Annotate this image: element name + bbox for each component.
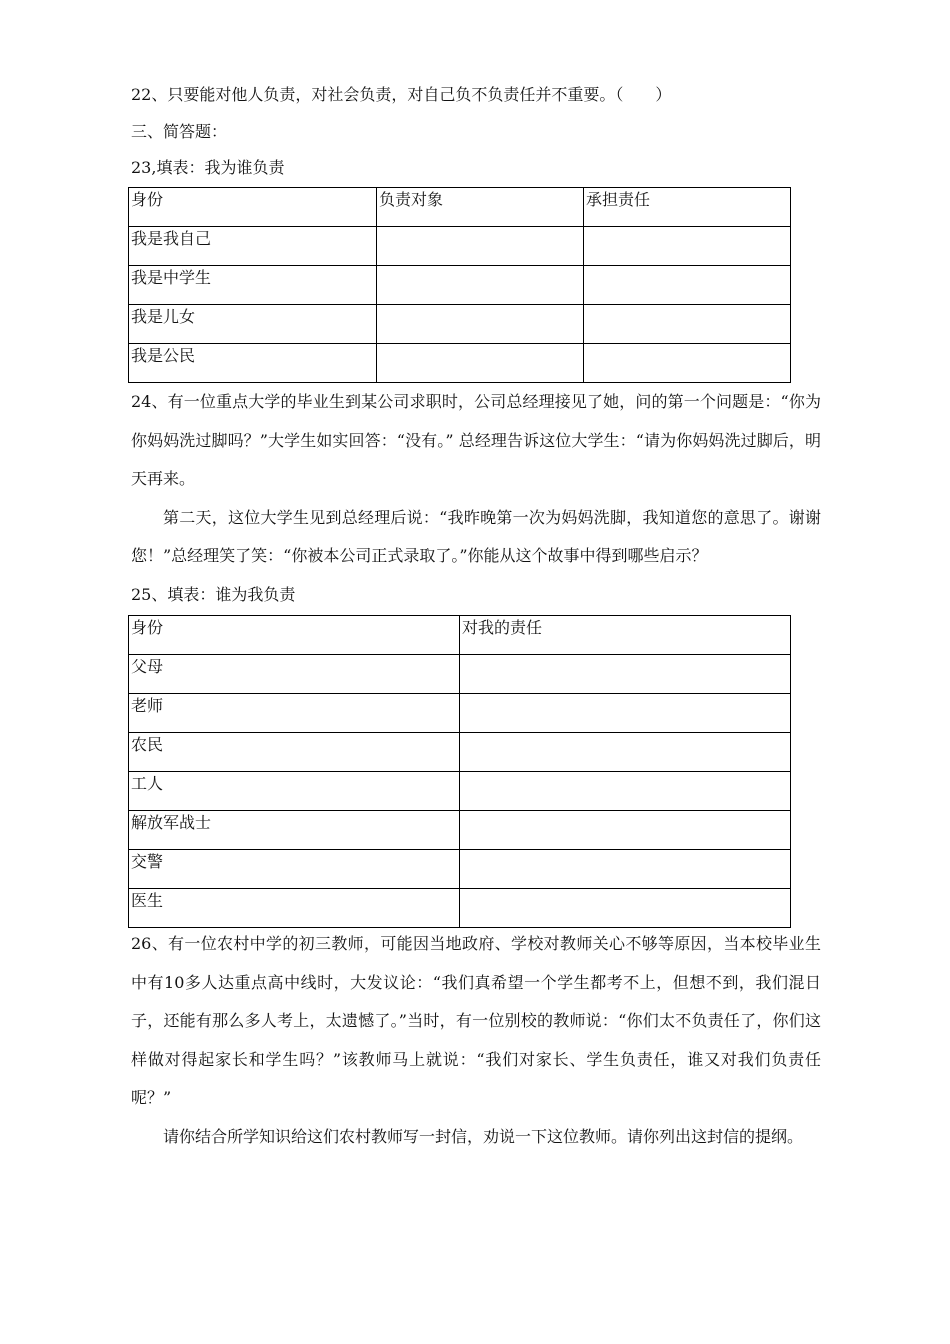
table-header-cell: 对我的责任 bbox=[460, 616, 791, 655]
table-cell: 工人 bbox=[129, 772, 460, 811]
section-heading: 三、简答题： bbox=[131, 122, 228, 141]
table-cell-blank bbox=[460, 733, 791, 772]
table-cell-blank bbox=[460, 655, 791, 694]
table-cell-blank bbox=[460, 811, 791, 850]
table-header-cell: 身份 bbox=[129, 616, 460, 655]
table-header-row bbox=[129, 616, 791, 655]
table-row bbox=[129, 889, 791, 928]
table-cell-blank bbox=[584, 344, 791, 383]
table-header-cell: 身份 bbox=[129, 188, 377, 227]
table-cell-blank bbox=[584, 305, 791, 344]
table-cell: 我是公民 bbox=[129, 344, 377, 383]
table-cell-blank bbox=[584, 266, 791, 305]
table-row bbox=[129, 227, 791, 266]
table-cell: 我是中学生 bbox=[129, 266, 377, 305]
question-25-title: 25、填表：谁为我负责 bbox=[131, 585, 296, 604]
question-23-title: 23,填表：我为谁负责 bbox=[131, 158, 285, 177]
table-row bbox=[129, 266, 791, 305]
question-26-paragraph: 26、有一位农村中学的初三教师，可能因当地政府、学校对教师关心不够等原因，当本校毕业生中有10多人达重点高中线时，大发议论：“我们真希望一个学生都考不上，但想不到，我们混日子，还能有那么多人考上，太遗憾了。”当时，有一位别校的教师说：“你们太不负责任了，你们这样做对得起家长和学生吗？”该教师马上就说：“我们对家长、学生负责任，谁又对我们负责任呢？” bbox=[131, 934, 821, 1107]
table-cell-blank bbox=[377, 305, 584, 344]
table-cell: 父母 bbox=[129, 655, 460, 694]
table-header-cell: 承担责任 bbox=[584, 188, 791, 227]
table-cell: 老师 bbox=[129, 694, 460, 733]
question-24 bbox=[131, 383, 821, 576]
question-26-paragraph: 请你结合所学知识给这们农村教师写一封信，劝说一下这位教师。请你列出这封信的提纲。 bbox=[163, 1126, 804, 1146]
table-cell-blank bbox=[377, 227, 584, 266]
question-24-paragraph: 第二天，这位大学生见到总经理后说：“我昨晚第一次为妈妈洗脚，我知道您的意思了。谢谢您！”总经理笑了笑：“你被本公司正式录取了。”你能从这个故事中得到哪些启示？ bbox=[131, 507, 821, 565]
table-cell: 医生 bbox=[129, 889, 460, 928]
table-cell-blank bbox=[584, 227, 791, 266]
table-cell-blank bbox=[377, 266, 584, 305]
table-cell-blank bbox=[377, 344, 584, 383]
table-row bbox=[129, 733, 791, 772]
table-row bbox=[129, 344, 791, 383]
table-cell-blank bbox=[460, 694, 791, 733]
question-26 bbox=[131, 925, 821, 1156]
table-cell-blank bbox=[460, 889, 791, 928]
question-22: 22、只要能对他人负责，对社会负责，对自己负不负责任并不重要。（ ） bbox=[131, 85, 672, 104]
table-cell: 我是儿女 bbox=[129, 305, 377, 344]
table-header-row bbox=[129, 188, 791, 227]
table-cell: 农民 bbox=[129, 733, 460, 772]
table-cell: 解放军战士 bbox=[129, 811, 460, 850]
table-row bbox=[129, 811, 791, 850]
table-row bbox=[129, 694, 791, 733]
table-cell: 交警 bbox=[129, 850, 460, 889]
table-cell-blank bbox=[460, 850, 791, 889]
table-row bbox=[129, 305, 791, 344]
table-header-cell: 负责对象 bbox=[377, 188, 584, 227]
table-row bbox=[129, 772, 791, 811]
table-cell: 我是我自己 bbox=[129, 227, 377, 266]
table-responsibility-targets bbox=[128, 187, 791, 383]
table-row bbox=[129, 655, 791, 694]
table-cell-blank bbox=[460, 772, 791, 811]
question-24-paragraph: 24、有一位重点大学的毕业生到某公司求职时，公司总经理接见了她，问的第一个问题是：“你为你妈妈洗过脚吗？”大学生如实回答：“没有。” 总经理告诉这位大学生：“请为你妈妈洗过脚后，明天再来。 bbox=[131, 392, 821, 488]
table-who-responsible-for-me bbox=[128, 615, 791, 928]
table-row bbox=[129, 850, 791, 889]
